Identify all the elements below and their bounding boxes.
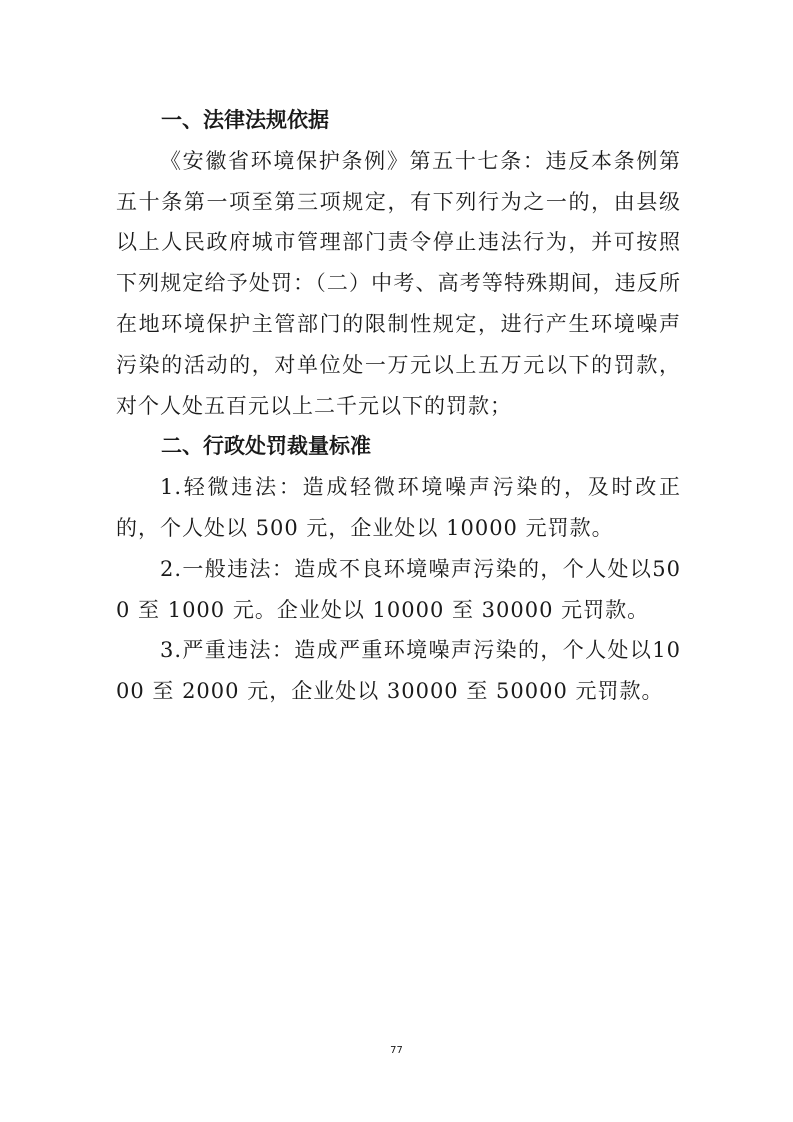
penalty-item-minor: 1.轻微违法：造成轻微环境噪声污染的，及时改正的，个人处以 500 元，企业处以 10000 元罚款。 <box>116 475 681 540</box>
penalty-item-general: 2.一般违法：造成不良环境噪声污染的，个人处以500 至 1000 元。企业处以 10000 至 30000 元罚款。 <box>116 556 681 622</box>
section-heading-penalty-standards: 二、行政处罚裁量标准 <box>161 434 371 459</box>
document-content <box>116 100 681 712</box>
legal-basis-paragraph: 《安徽省环境保护条例》第五十七条：违反本条例第五十条第一项至第三项规定，有下列行为之一的，由县级以上人民政府城市管理部门责令停止违法行为，并可按照下列规定给予处罚：（二）中考、高考等特殊期间，违反所在地环境保护主管部门的限制性规定，进行产生环境噪声污染的活动的，对单位处一万元以上五万元以下的罚款，对个人处五百元以上二千元以下的罚款； <box>116 148 681 418</box>
penalty-item-serious: 3.严重违法：造成严重环境噪声污染的，个人处以1000 至 2000 元，企业处以 30000 至 50000 元罚款。 <box>116 638 681 704</box>
section-heading-legal-basis: 一、法律法规依据 <box>161 108 329 132</box>
page-number: 77 <box>390 1045 403 1056</box>
